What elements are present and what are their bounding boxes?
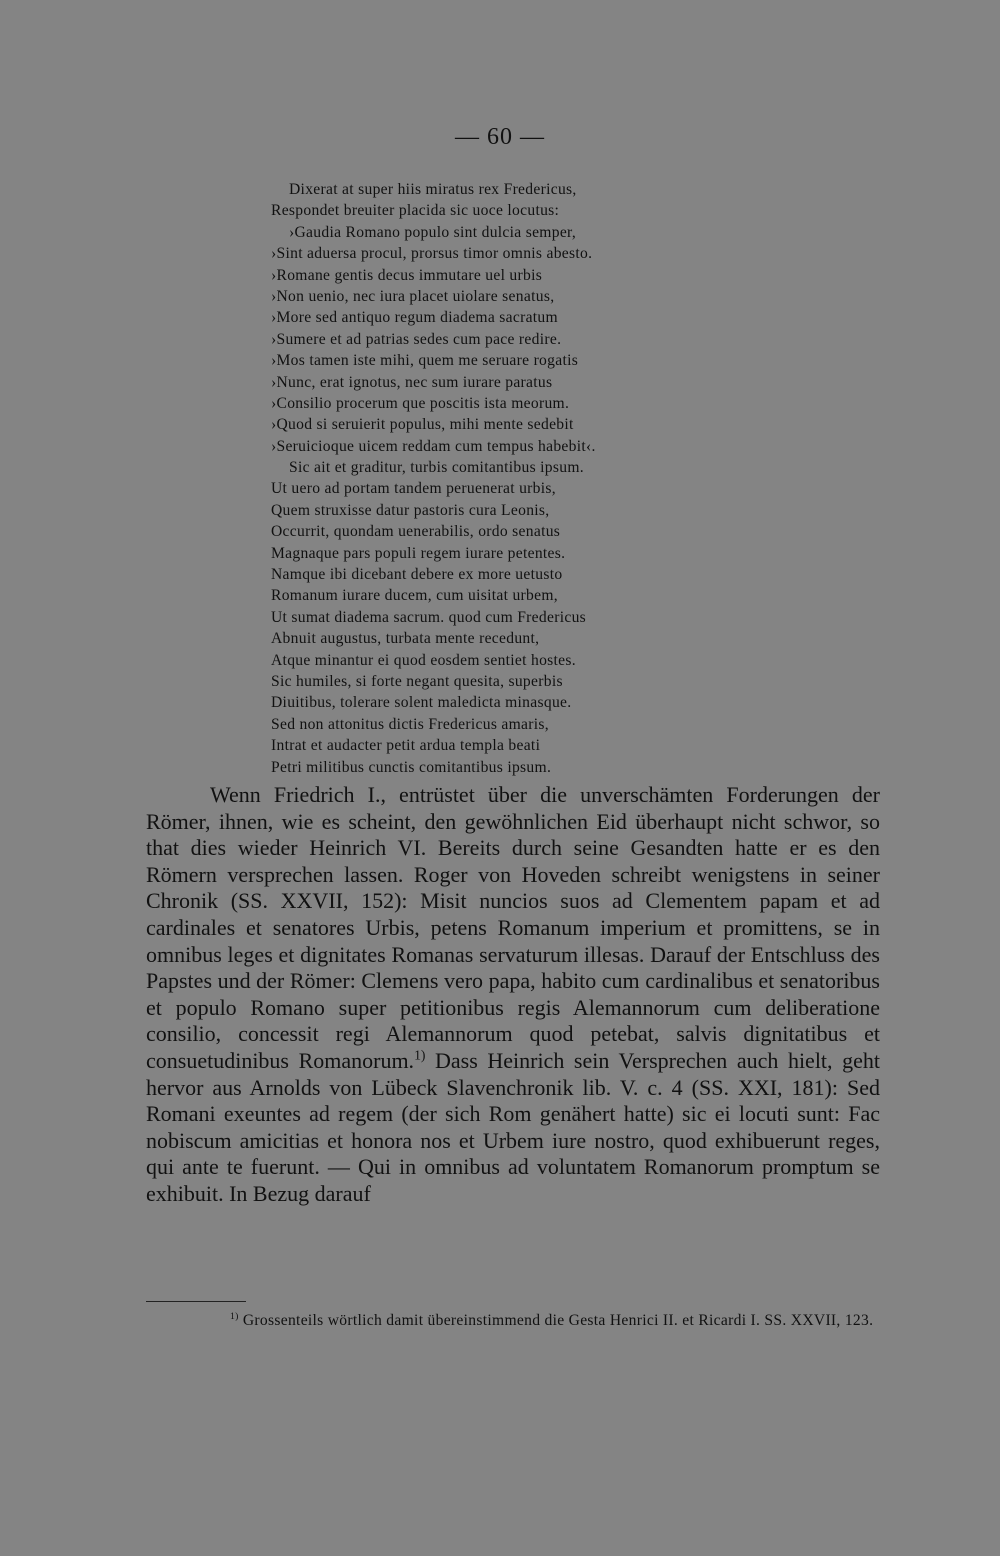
verse-line: Ut uero ad portam tandem peruenerat urbis, [271, 480, 556, 498]
verse-line: ›Sumere et ad patrias sedes cum pace redire. [271, 330, 562, 348]
footnote [146, 1310, 880, 1331]
verse-line: Sic humiles, si forte negant quesita, superbis [271, 672, 563, 690]
body-text-after-note: Dass Heinrich sein Versprechen auch hielt, geht hervor aus Arnolds von Lübeck Slavenchronik lib. V. c. 4 (SS. XXI, 181): Sed Romani exeuntes ad regem (der sich Rom genähert hatte) sic ei locuti sunt: Fac nobiscum amicitias et honora nos et Urbem iure nostro, quod exhibuerunt reges, qui ante te fuerunt. — Qui in omnibus ad voluntatem Romanorum promptum se exhibuit. In Bezug darauf [146, 1047, 880, 1206]
verse-line: Romanum iurare ducem, cum uisitat urbem, [271, 587, 558, 605]
verse-line: Magnaque pars populi regem iurare petentes. [271, 544, 566, 562]
verse-line: ›Romane gentis decus immutare uel urbis [271, 266, 543, 284]
verse-line: Sic ait et graditur, turbis comitantibus ipsum. [289, 459, 584, 477]
verse-line: ›Mos tamen iste mihi, quem me seruare rogatis [271, 352, 579, 370]
verse-line: ›Nunc, erat ignotus, nec sum iurare paratus [271, 373, 553, 391]
footnote-reference: 1) [414, 1047, 426, 1063]
verse-line: Ut sumat diadema sacrum. quod cum Fredericus [271, 608, 587, 626]
verse-line: ›More sed antiquo regum diadema sacratum [271, 309, 558, 327]
verse-line: Intrat et audacter petit ardua templa beati [271, 737, 541, 755]
verse-line: Namque ibi dicebant debere ex more uetusto [271, 566, 563, 584]
verse-line: Quem struxisse datur pastoris cura Leonis, [271, 501, 550, 519]
verse-line: Atque minantur ei quod eosdem sentiet hostes. [271, 651, 576, 669]
verse-line: Sed non attonitus dictis Fredericus amaris, [271, 715, 549, 733]
page-number: — 60 — [455, 124, 545, 150]
verse-line: Dixerat at super hiis miratus rex Fredericus, [289, 181, 577, 198]
latin-verse-quotation [271, 179, 741, 778]
verse-line: Abnuit augustus, turbata mente recedunt, [271, 630, 540, 648]
body-paragraph [146, 782, 880, 1208]
verse-line: Respondet breuiter placida sic uoce locutus: [271, 202, 560, 220]
footnote-separator [146, 1301, 246, 1302]
verse-line: ›Quod si seruierit populus, mihi mente sedebit [271, 416, 574, 434]
verse-line: Petri militibus cunctis comitantibus ipsum. [271, 758, 552, 776]
footnote-text: Grossenteils wörtlich damit übereinstimmend die Gesta Henrici II. et Ricardi I. SS. XXVII, 123. [238, 1312, 874, 1329]
verse-line: Occurrit, quondam uenerabilis, ordo senatus [271, 523, 561, 541]
verse-line: ›Gaudia Romano populo sint dulcia semper, [289, 223, 577, 241]
verse-line: Diuitibus, tolerare solent maledicta minasque. [271, 694, 572, 712]
body-text-before-note: Wenn Friedrich I., entrüstet über die unverschämten Forderungen der Römer, ihnen, wie es scheint, den gewöhnlichen Eid überhaupt nicht schwor, so that dies wieder Heinrich VI. Bereits durch seine Gesandten hatte er es den Römern versprechen lassen. Roger von Hoveden schreibt wenigstens in seiner Chronik (SS. XXVII, 152): Misit nuncios suos ad Clementem papam et ad cardinales et senatores Urbis, petens Romanum imperium et promittens, se in omnibus leges et dignitates Romanas servaturum illesas. Darauf der Entschluss des Papstes und der Römer: Clemens vero papa, habito cum cardinalibus et senatoribus et populo Romano super petitionibus regis Alemannorum cum deliberatione consilio, concessit regi Alemannorum quod petebat, salvis dignitatibus et consuetudinibus Romanorum. [146, 782, 880, 1073]
verse-line: ›Non uenio, nec iura placet uiolare senatus, [271, 287, 555, 305]
verse-line: ›Seruicioque uicem reddam cum tempus habebit‹. [271, 437, 596, 455]
footnote-marker: 1) [230, 1310, 239, 1322]
verse-line: ›Sint aduersa procul, prorsus timor omnis abesto. [271, 245, 593, 263]
verse-line: ›Consilio procerum que poscitis ista meorum. [271, 394, 570, 412]
